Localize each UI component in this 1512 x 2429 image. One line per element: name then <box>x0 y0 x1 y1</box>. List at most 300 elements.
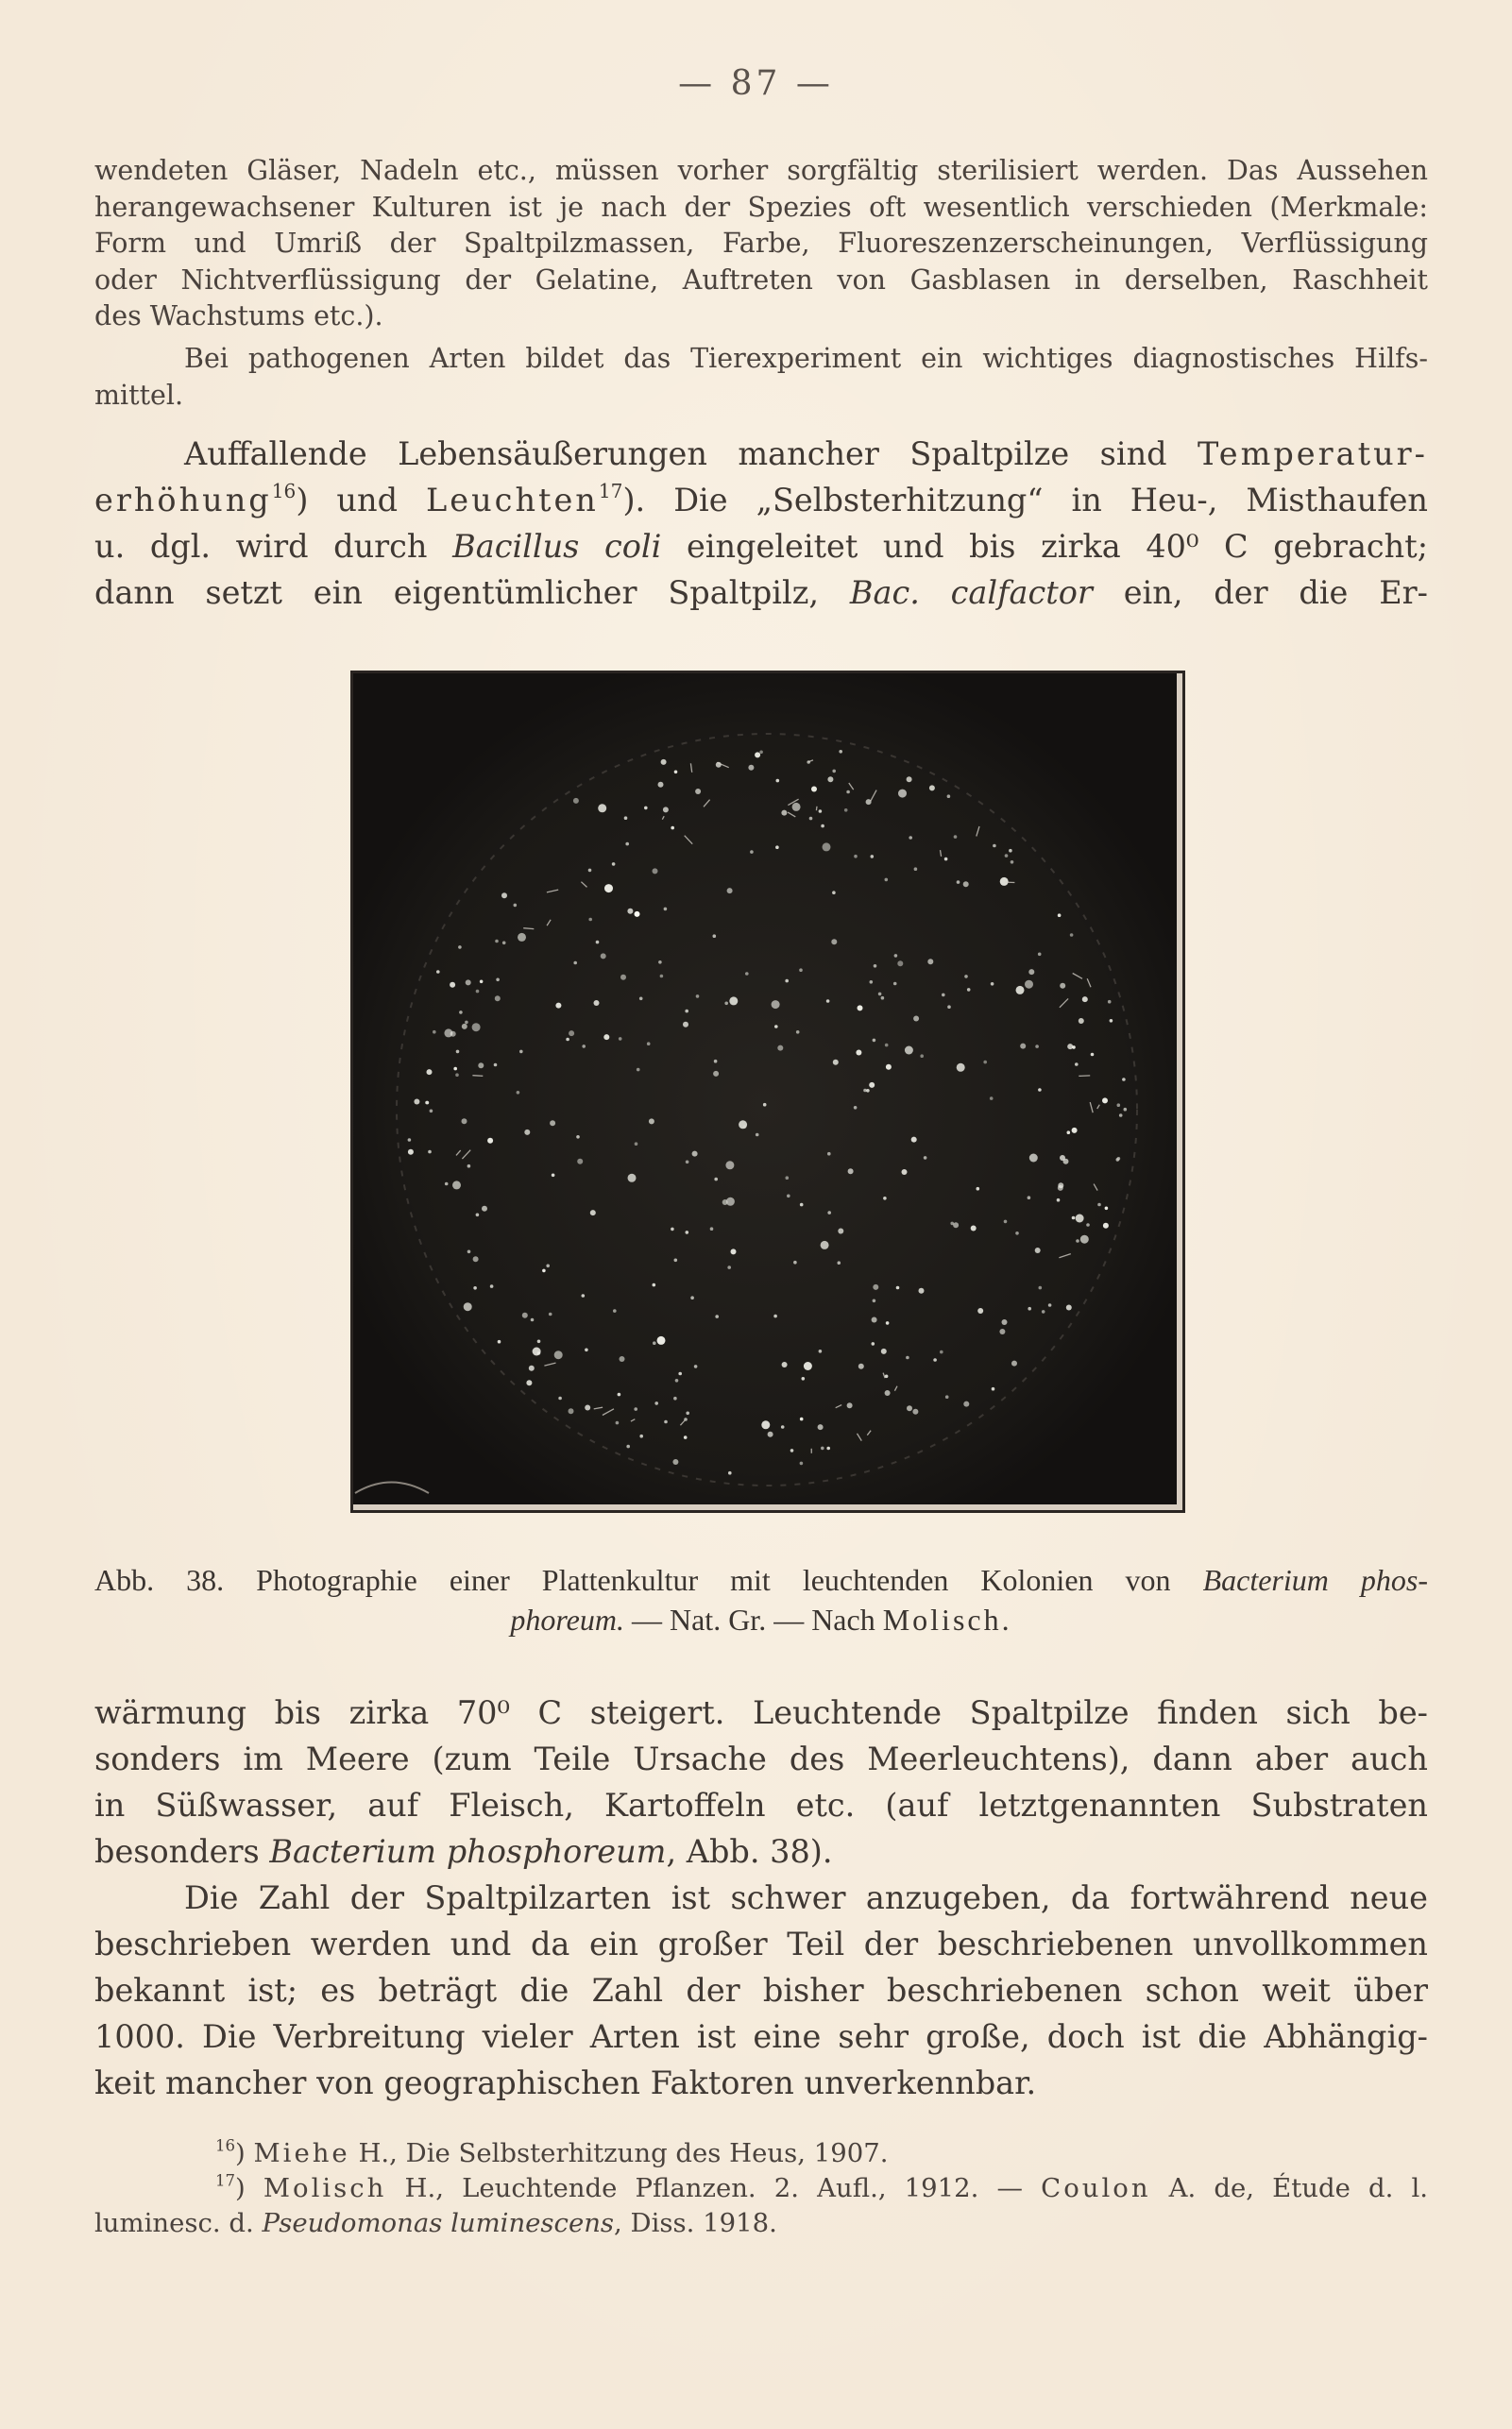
luminous-colony <box>831 939 837 944</box>
colony-streak <box>816 807 817 810</box>
luminous-colony <box>731 1248 737 1254</box>
paragraph-species-count <box>94 1875 1428 2106</box>
luminous-colony <box>1057 1198 1061 1202</box>
luminous-colony <box>713 1071 719 1077</box>
spaced-term: erhöhung <box>94 482 272 518</box>
luminous-colony <box>844 808 848 812</box>
luminous-colony <box>692 1151 698 1157</box>
text-line: sonders im Meere (zum Teile Ursache des Meerleuchtens), dann aber auch <box>94 1741 1428 1777</box>
paragraph-animal-experiment <box>94 341 1428 414</box>
luminous-colony <box>683 1022 688 1028</box>
text-run: , Abb. 38). <box>666 1833 833 1870</box>
luminous-colony <box>625 842 629 846</box>
luminous-colony <box>781 810 787 816</box>
luminous-colony <box>787 1195 790 1198</box>
luminous-colony <box>647 1042 651 1045</box>
luminous-colony <box>582 1294 586 1298</box>
luminous-colony <box>588 918 592 922</box>
paragraph-luminous-bacteria <box>94 1690 1428 1875</box>
luminous-colony <box>408 1149 414 1155</box>
luminous-colony <box>1082 996 1088 1002</box>
luminous-colony <box>911 1137 917 1143</box>
luminous-colony <box>796 1030 800 1034</box>
text-run: A. de, Étude d. l. <box>1150 2173 1428 2203</box>
luminous-colony <box>627 909 633 914</box>
luminous-colony <box>1091 1053 1095 1057</box>
luminous-colony <box>502 942 506 945</box>
luminous-colony <box>573 961 577 965</box>
luminous-colony <box>954 835 958 839</box>
luminous-colony <box>927 959 933 964</box>
luminous-colony <box>1075 1062 1079 1066</box>
text-line: wärmung bis zirka 70⁰ C steigert. Leuchtende Spaltpilze finden sich be- <box>94 1694 1428 1731</box>
luminous-colony <box>524 1130 530 1135</box>
luminous-colony <box>686 1412 689 1416</box>
luminous-colony <box>963 881 969 887</box>
luminous-colony <box>1067 1130 1071 1134</box>
luminous-colony <box>1004 1220 1008 1224</box>
luminous-colony <box>634 1407 637 1411</box>
luminous-colony <box>907 776 912 782</box>
luminous-colony <box>654 1401 658 1405</box>
luminous-colony <box>462 1024 467 1029</box>
footnote-17-continued <box>94 2206 1428 2241</box>
luminous-colony <box>1039 1286 1043 1290</box>
luminous-colony <box>800 1418 804 1421</box>
luminous-colony <box>726 1198 735 1206</box>
luminous-colony <box>1005 854 1009 858</box>
luminous-colony <box>858 1364 864 1369</box>
luminous-colony <box>866 1089 870 1093</box>
luminous-colony <box>467 1164 471 1168</box>
luminous-colony <box>695 789 701 794</box>
luminous-colony <box>724 1002 728 1006</box>
luminous-colony <box>763 1103 767 1107</box>
luminous-colony <box>800 1462 804 1466</box>
luminous-colony <box>821 1241 829 1249</box>
luminous-colony <box>616 1421 620 1425</box>
text-run: u. dgl. wird durch <box>94 528 453 565</box>
luminous-colony <box>1058 913 1062 917</box>
luminous-colony <box>848 1168 854 1174</box>
luminous-colony <box>626 1445 630 1449</box>
luminous-colony <box>674 1259 678 1263</box>
luminous-colony <box>854 855 858 858</box>
luminous-colony <box>990 1096 994 1100</box>
luminous-colony <box>826 1447 830 1451</box>
luminous-colony <box>906 1356 909 1360</box>
luminous-colony <box>1117 1103 1121 1107</box>
text-run: ) <box>235 2138 254 2168</box>
luminous-colony <box>1122 1078 1126 1081</box>
luminous-colony <box>558 1397 562 1401</box>
luminous-colony <box>869 1082 875 1088</box>
luminous-colony <box>588 869 592 873</box>
luminous-colony <box>725 1161 734 1169</box>
luminous-colony <box>713 934 717 938</box>
footnote-16 <box>94 2136 1428 2171</box>
luminous-colony <box>715 1315 719 1318</box>
text-run: ) <box>235 2173 263 2203</box>
luminous-colony <box>1119 1113 1123 1117</box>
luminous-colony <box>819 809 823 813</box>
luminous-colony <box>1000 877 1009 886</box>
luminous-colony <box>576 1135 580 1139</box>
luminous-colony <box>445 1182 449 1186</box>
text-line <box>94 477 1428 523</box>
luminous-colony <box>653 1283 656 1287</box>
text-run: eingeleitet und bis zirka 40⁰ C gebracht; <box>661 528 1429 565</box>
colony-streak <box>1079 1076 1090 1077</box>
luminous-colony <box>590 1210 596 1215</box>
luminous-colony <box>832 891 836 894</box>
luminous-colony <box>678 1372 682 1376</box>
luminous-colony <box>478 1062 484 1068</box>
luminous-colony <box>894 954 898 958</box>
luminous-colony <box>811 787 817 792</box>
footnote-mark: 16 <box>215 2136 235 2155</box>
luminous-colony <box>728 1471 732 1475</box>
luminous-colony <box>872 1342 875 1346</box>
luminous-colony <box>496 978 500 982</box>
luminous-colony <box>453 1067 457 1071</box>
luminous-colony <box>661 759 667 765</box>
text-run: dann setzt ein eigentümlicher Spaltpilz, <box>94 574 850 611</box>
luminous-colony <box>618 1393 621 1397</box>
luminous-colony <box>554 1350 563 1359</box>
luminous-colony <box>696 994 700 998</box>
text-run: — Nat. Gr. — Nach <box>623 1603 883 1637</box>
luminous-colony <box>1072 1216 1076 1220</box>
luminous-colony <box>761 1420 770 1429</box>
luminous-colony <box>526 1380 532 1385</box>
text-run: , Diss. 1918. <box>614 2208 777 2238</box>
luminous-colony <box>495 940 499 943</box>
text-line: keit mancher von geographischen Faktoren unverkennbar. <box>94 2064 1037 2101</box>
text-line: wendeten Gläser, Nadeln etc., müssen vorher sorgfältig sterilisiert werden. Das Aussehen <box>94 155 1428 186</box>
luminous-colony <box>613 1309 617 1313</box>
luminous-colony <box>555 1003 561 1009</box>
taxon-name: Pseudomonas luminescens <box>262 2208 615 2238</box>
luminous-colony <box>866 799 872 805</box>
luminous-colony <box>907 1405 912 1411</box>
luminous-colony <box>953 1222 959 1228</box>
luminous-colony <box>993 844 996 848</box>
luminous-colony <box>1080 1235 1089 1244</box>
luminous-colonies-photo <box>353 673 1177 1504</box>
luminous-colony <box>685 1010 688 1013</box>
luminous-colony <box>467 1250 471 1254</box>
luminous-colony <box>902 1169 908 1175</box>
luminous-colony <box>776 779 780 783</box>
luminous-colony <box>686 1161 689 1164</box>
luminous-colony <box>480 980 484 984</box>
text-run: Auffallende Lebensäußerungen mancher Spaltpilze sind <box>184 435 1198 472</box>
luminous-colony <box>686 1231 689 1234</box>
luminous-colony <box>874 964 877 968</box>
luminous-colony <box>604 884 613 892</box>
luminous-colony <box>660 975 664 978</box>
luminous-colony <box>878 993 882 996</box>
text-run: Abb. 38. Photographie einer Plattenkultur mit leuchtenden Kolonien von <box>94 1563 1203 1597</box>
luminous-colony <box>1072 1128 1078 1133</box>
luminous-colony <box>714 1060 718 1063</box>
luminous-colony <box>1016 986 1025 994</box>
paragraph-life-manifestations <box>94 431 1428 616</box>
luminous-colony <box>773 1315 777 1318</box>
luminous-colony <box>653 1341 656 1345</box>
luminous-colony <box>1110 1019 1113 1023</box>
luminous-colony <box>944 858 948 861</box>
luminous-colony <box>964 975 968 978</box>
luminous-colony <box>858 1005 863 1011</box>
luminous-colony <box>929 785 935 790</box>
footnotes <box>94 2136 1428 2241</box>
luminous-colony <box>1097 1203 1101 1207</box>
luminous-colony <box>727 1265 731 1269</box>
text-line: in Süßwasser, auf Fleisch, Kartoffeln etc. (auf letztgenannten Substraten <box>94 1787 1428 1824</box>
caption-line <box>94 1560 1428 1600</box>
luminous-colony <box>827 1211 831 1214</box>
luminous-colony <box>885 1044 889 1047</box>
text-line <box>94 1828 1428 1875</box>
luminous-colony <box>912 1409 918 1415</box>
luminous-colony <box>644 807 648 810</box>
luminous-colony <box>1029 1154 1038 1163</box>
page-number: — 87 — <box>678 64 834 103</box>
text-line: Bei pathogenen Arten bildet das Tierexperiment ein wichtiges diagnostisches Hilfs- <box>184 343 1428 374</box>
luminous-colony <box>827 1152 831 1156</box>
luminous-colony <box>450 1031 456 1037</box>
luminous-colony <box>664 1420 668 1424</box>
text-line: mittel. <box>94 379 184 411</box>
luminous-colony <box>790 1449 794 1452</box>
luminous-colony <box>873 1299 876 1303</box>
luminous-colony <box>619 1037 622 1041</box>
luminous-colony <box>727 888 733 893</box>
figure-caption <box>94 1560 1428 1639</box>
luminous-colony <box>671 826 674 830</box>
luminous-colony <box>684 1435 688 1439</box>
luminous-colony <box>768 1432 773 1437</box>
luminous-colony <box>999 1329 1005 1334</box>
luminous-colony <box>870 980 874 984</box>
colony-streak <box>523 928 534 929</box>
luminous-colony <box>552 1174 555 1178</box>
luminous-colony <box>694 1365 698 1368</box>
luminous-colony <box>898 790 907 798</box>
luminous-colony <box>991 982 994 986</box>
spaced-term: Temperatur- <box>1198 435 1428 472</box>
text-run: ) und <box>296 482 427 518</box>
luminous-colony <box>967 988 971 992</box>
paragraph-sterilization <box>94 153 1428 335</box>
luminous-colony <box>839 750 842 754</box>
luminous-colony <box>846 790 850 794</box>
luminous-colony <box>585 1349 588 1352</box>
luminous-colony <box>456 1050 460 1054</box>
luminous-colony <box>1103 1223 1109 1229</box>
luminous-colony <box>473 1286 477 1290</box>
luminous-colony <box>785 979 789 983</box>
luminous-colony <box>455 1073 459 1077</box>
luminous-colony <box>1009 849 1012 853</box>
luminous-colony <box>977 1308 983 1314</box>
luminous-colony <box>414 1099 419 1105</box>
luminous-colony <box>450 982 455 988</box>
luminous-colony <box>885 1390 891 1396</box>
luminous-colony <box>847 1402 853 1408</box>
luminous-colony <box>913 1016 919 1022</box>
luminous-colony <box>542 1269 546 1273</box>
luminous-colony <box>743 1125 747 1129</box>
luminous-colony <box>635 1142 638 1146</box>
luminous-colony <box>933 1358 937 1362</box>
luminous-colony <box>854 1106 858 1110</box>
luminous-colony <box>818 1424 824 1430</box>
text-run: H., Leuchtende Pflanzen. 2. Aufl., 1912. — <box>386 2173 1042 2203</box>
luminous-colony <box>517 1091 520 1095</box>
luminous-colony <box>1015 1231 1019 1235</box>
luminous-colony <box>566 1038 569 1042</box>
luminous-colony <box>639 997 643 1001</box>
luminous-colony <box>637 1068 640 1072</box>
author-name: Coulon <box>1041 2173 1151 2203</box>
luminous-colony <box>671 1228 674 1231</box>
luminous-colony <box>476 990 480 994</box>
luminous-colony <box>1076 1239 1079 1243</box>
caption-line <box>94 1600 1428 1639</box>
text-line: oder Nichtverflüssigung der Gelatine, Auftreten von Gasblasen in derselben, Raschheit <box>94 263 1428 296</box>
luminous-colony <box>804 1362 812 1370</box>
luminous-colony <box>533 1348 541 1356</box>
luminous-colony <box>465 1021 468 1025</box>
text-run: ein, der die Er- <box>1092 574 1428 611</box>
luminous-colony <box>1028 969 1034 975</box>
text-line: bekannt ist; es beträgt die Zahl der bisher beschriebenen schon weit über <box>94 1972 1428 2009</box>
text-line <box>94 569 1428 616</box>
luminous-colony <box>947 794 951 798</box>
luminous-colony <box>472 1023 481 1031</box>
luminous-colony <box>1102 1097 1108 1103</box>
luminous-colony <box>774 1025 778 1028</box>
luminous-colony <box>657 1336 666 1345</box>
luminous-colony <box>940 1350 943 1354</box>
text-line <box>94 523 1428 569</box>
luminous-colony <box>714 1178 718 1181</box>
luminous-colony <box>639 1435 643 1438</box>
luminous-colony <box>519 1050 523 1054</box>
taxon-name: Bac. calfactor <box>849 574 1093 611</box>
luminous-colony <box>1124 1108 1128 1112</box>
luminous-colony <box>598 804 606 812</box>
luminous-colony <box>664 908 668 911</box>
luminous-colony <box>549 1313 552 1316</box>
luminous-colony <box>672 1459 678 1465</box>
text-line: des Wachstums etc.). <box>94 300 383 331</box>
luminous-colony <box>487 1138 493 1144</box>
footnote-ref-17[interactable]: 17 <box>598 479 623 502</box>
luminous-colony <box>476 1214 480 1217</box>
luminous-colony <box>832 770 836 773</box>
luminous-colony <box>482 1206 487 1212</box>
luminous-colony <box>1025 980 1033 989</box>
luminous-colony <box>777 1045 783 1051</box>
luminous-colony <box>782 1362 788 1367</box>
luminous-colony <box>1028 1307 1031 1311</box>
luminous-colony <box>620 1356 625 1362</box>
luminous-colony <box>1020 1044 1026 1049</box>
luminous-colony <box>909 836 912 840</box>
luminous-colony <box>624 816 628 820</box>
luminous-colony <box>1035 1248 1041 1253</box>
luminous-colony <box>883 1197 887 1200</box>
luminous-colony <box>658 782 664 788</box>
luminous-colony <box>821 1447 824 1451</box>
text-run: besonders <box>94 1833 270 1870</box>
luminous-colony <box>826 999 830 1003</box>
luminous-colony <box>1060 983 1065 989</box>
luminous-colony <box>473 1256 479 1262</box>
luminous-colony <box>1086 1223 1090 1227</box>
luminous-colony <box>427 1069 433 1075</box>
luminous-colony <box>430 1110 433 1113</box>
luminous-colony <box>569 1030 574 1036</box>
luminous-colony <box>792 803 801 811</box>
luminous-colony <box>596 941 600 944</box>
luminous-colony <box>1035 1045 1039 1048</box>
text-line: Form und Umriß der Spaltpilzmassen, Farbe, Fluoreszenzerscheinungen, Verflüssigung <box>94 228 1428 259</box>
luminous-colony <box>914 867 918 871</box>
luminous-colony <box>663 807 669 812</box>
author-name: Molisch <box>263 2173 387 2203</box>
luminous-colony <box>495 995 501 1001</box>
luminous-colony <box>498 1340 501 1344</box>
text-line <box>94 431 1428 477</box>
luminous-colony <box>823 842 831 851</box>
luminous-colony <box>856 1050 861 1056</box>
luminous-colony <box>992 1387 995 1391</box>
luminous-colony <box>673 1397 677 1401</box>
luminous-colony <box>873 1039 876 1043</box>
taxon-name: Bacillus coli <box>452 528 662 565</box>
luminous-colony <box>537 1340 541 1344</box>
text-line: 1000. Die Verbreitung vieler Arten ist eine sehr große, doch ist die Abhängig- <box>94 2018 1428 2055</box>
photo-background <box>353 673 1177 1504</box>
luminous-colony <box>569 1408 574 1414</box>
luminous-colony <box>729 996 738 1005</box>
luminous-colony <box>464 1302 472 1311</box>
luminous-colony <box>750 850 754 854</box>
luminous-colony <box>838 1261 841 1265</box>
luminous-colony <box>675 1379 679 1383</box>
luminous-colony <box>977 1187 980 1191</box>
luminous-colony <box>628 1174 637 1182</box>
luminous-colony <box>1038 953 1042 957</box>
luminous-colony <box>886 1064 892 1070</box>
luminous-colony <box>612 862 616 866</box>
luminous-colony <box>885 878 889 882</box>
luminous-colony <box>963 1401 969 1407</box>
luminous-colony <box>601 953 606 959</box>
luminous-colony <box>950 1222 954 1226</box>
footnote-ref-16[interactable]: 16 <box>271 479 297 502</box>
luminous-colony <box>710 1227 714 1231</box>
luminous-colony <box>514 904 518 908</box>
luminous-colony <box>458 945 462 949</box>
text-line: herangewachsener Kulturen ist je nach der Spezies oft wesentlich verschieden (Merkmale: <box>94 191 1428 223</box>
luminous-colony <box>945 1395 949 1399</box>
